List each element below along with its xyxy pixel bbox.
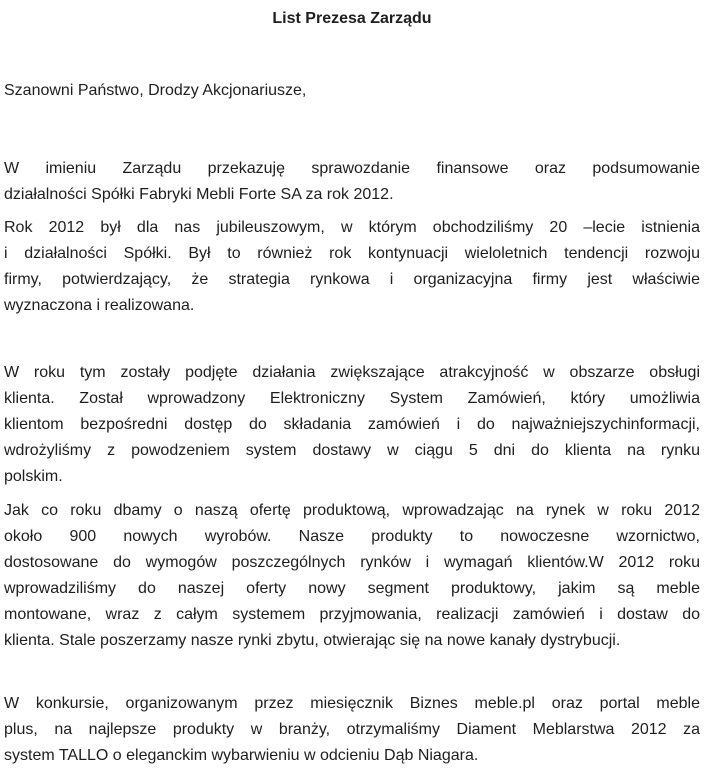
- text-line: wyznaczona i realizowana.: [4, 297, 195, 314]
- text-line: W konkursie, organizowanym przez miesięcznik Biznes meble.pl oraz portal meble: [4, 695, 700, 712]
- document-title: List Prezesa Zarządu: [272, 10, 432, 27]
- text-line: wdrożyliśmy z powodzeniem system dostawy w ciągu 5 dni do klienta na rynku: [4, 442, 700, 459]
- text-line: klientom bezpośredni dostęp do składania zamówień i do najważniejszychinformacji,: [4, 416, 700, 433]
- text-line: W imieniu Zarządu przekazuję sprawozdanie finansowe oraz podsumowanie: [4, 160, 700, 177]
- text-line: dostosowane do wymogów poszczególnych rynków i wymagań klientów.W 2012 roku: [4, 554, 700, 571]
- paragraph: [4, 498, 700, 654]
- text-line: wprowadziliśmy do naszej oferty nowy segment produktowy, jakim są meble: [4, 580, 700, 597]
- text-line: klienta. Został wprowadzony Elektroniczny System Zamówień, który umożliwia: [4, 390, 700, 407]
- text-line: Rok 2012 był dla nas jubileuszowym, w którym obchodziliśmy 20 –lecie istnienia: [4, 219, 700, 236]
- text-line: Jak co roku dbamy o naszą ofertę produktową, wprowadzając na rynek w roku 2012: [4, 502, 700, 519]
- paragraph: [4, 691, 700, 769]
- salutation-line: Szanowni Państwo, Drodzy Akcjonariusze,: [4, 82, 307, 99]
- text-line: firmy, potwierdzający, że strategia rynkowa i organizacyjna firmy jest właściwie: [4, 271, 700, 288]
- text-line: system TALLO o eleganckim wybarwieniu w odcieniu Dąb Niagara.: [4, 747, 479, 764]
- text-line: polskim.: [4, 468, 63, 485]
- text-line: około 900 nowych wyrobów. Nasze produkty to nowoczesne wzornictwo,: [4, 528, 700, 545]
- text-line: W roku tym zostały podjęte działania zwiększające atrakcyjność w obszarze obsługi: [4, 364, 700, 381]
- letter-body: [4, 156, 700, 769]
- text-line: klienta. Stale poszerzamy nasze rynki zbytu, otwierając się na nowe kanały dystrybucji.: [4, 632, 621, 649]
- text-line: działalności Spółki Fabryki Mebli Forte SA za rok 2012.: [4, 186, 394, 203]
- text-line: i działalności Spółki. Był to również rok kontynuacji wieloletnich tendencji rozwoju: [4, 245, 700, 262]
- paragraph: [4, 156, 700, 208]
- text-line: montowane, wraz z całym systemem przyjmowania, realizacji zamówień i dostaw do: [4, 606, 700, 623]
- paragraph: [4, 360, 700, 490]
- paragraph: [4, 215, 700, 319]
- text-line: plus, na najlepsze produkty w branży, otrzymaliśmy Diament Meblarstwa 2012 za: [4, 721, 700, 738]
